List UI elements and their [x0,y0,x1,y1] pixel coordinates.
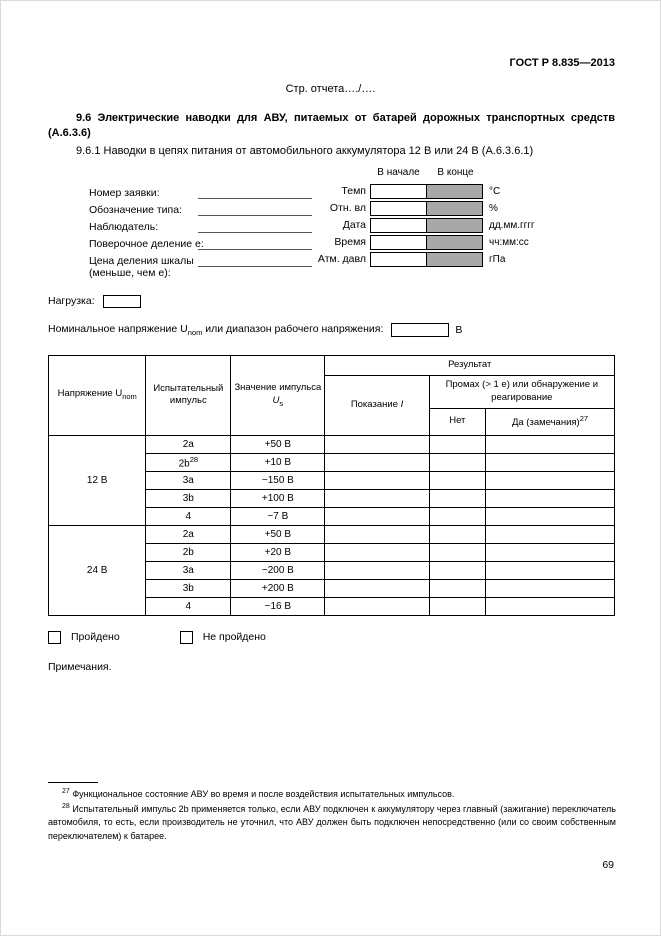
notes-label: Примечания. [48,660,112,673]
indication-input-cell[interactable] [325,561,429,579]
pressure-label: Атм. давл [317,253,366,266]
time-unit: чч:мм:сс [489,236,529,248]
footnote-27 [48,787,616,802]
impulse-value-cell: +10 В [231,453,325,471]
nominal-voltage-input-box[interactable] [391,323,449,337]
date-unit: дд.мм.гггг [489,219,535,231]
col-header-yes: Да (замечания)$^{27}$ [486,408,615,435]
humidity-start-cell[interactable] [370,201,427,216]
field-observer [89,221,315,235]
impulse-cell: 3b [146,579,231,597]
indication-input-cell[interactable] [325,489,429,507]
scale-division-input-line[interactable] [198,266,312,267]
nominal-label-post: или диапазон рабочего напряжения: [202,322,384,335]
type-designation-input-line[interactable] [198,215,312,216]
indication-input-cell[interactable] [325,579,429,597]
humidity-end-cell[interactable] [426,201,483,216]
pass-fail-row [48,631,615,644]
no-input-cell[interactable] [429,597,485,615]
col-header-result: Результат [325,355,615,375]
footnote-27-marker: 27 [62,788,70,795]
pressure-start-cell[interactable] [370,252,427,267]
no-input-cell[interactable] [429,579,485,597]
env-row-time [316,234,535,251]
yes-input-cell[interactable] [486,435,615,453]
load-input-box[interactable] [103,295,141,308]
application-number-label: Номер заявки: [89,186,160,199]
col-header-fault: Промах (> 1 e) или обнаружение и реагирование [429,375,614,408]
yes-input-cell[interactable] [486,453,615,471]
impulse-cell: 3a [146,561,231,579]
env-row-pressure [316,251,535,268]
pressure-end-cell[interactable] [426,252,483,267]
impulse-value-cell: +100 В [231,489,325,507]
failed-label: Не пройдено [202,631,266,644]
footnote-28-text: Испытательный импульс 2b применяется только, если АВУ подключен к аккумулятору через главный (зажигание) переключатель автомобиля, то есть, если производитель не уточнил, что АВУ должен быть подключен непосредственно (или со своим собственным переключателем) к батарее. [48,803,616,841]
col-header-test-impulse: Испытательный импульс [146,355,231,435]
field-type-designation [89,204,315,218]
indication-input-cell[interactable] [325,435,429,453]
failed-checkbox[interactable] [180,631,193,644]
test-results-table [48,355,615,616]
col-header-no: Нет [429,408,485,435]
page-number: 69 [602,859,614,871]
scale-division-label-line2: (меньше, чем e): [89,266,171,279]
impulse-value-cell: −200 В [231,561,325,579]
no-input-cell[interactable] [429,507,485,525]
scale-division-label-line1: Цена деления шкалы [89,254,194,267]
footnote-28 [48,802,616,844]
subsection-heading: 9.6.1 Наводки в цепях питания от автомобильного аккумулятора 12 В или 24 В (А.6.3.6.1) [76,144,534,157]
no-input-cell[interactable] [429,471,485,489]
indication-input-cell[interactable] [325,507,429,525]
no-input-cell[interactable] [429,543,485,561]
env-row-temperature [316,183,535,200]
form-area [48,167,615,285]
env-header-row [370,167,535,183]
env-col-header-end: В конце [437,166,474,178]
impulse-value-cell: −7 В [231,507,325,525]
humidity-label: Отн. вл [329,202,366,215]
no-input-cell[interactable] [429,489,485,507]
footnote-28-marker: 28 [62,802,70,810]
impulse-cell: 4 [146,507,231,525]
impulse-cell: 3a [146,471,231,489]
impulse-value-cell: +20 В [231,543,325,561]
no-input-cell[interactable] [429,525,485,543]
voltage-group-24v: 24 В [49,525,146,615]
nominal-label-sub: nom [187,327,203,337]
pressure-unit: гПа [489,253,506,265]
time-start-cell[interactable] [370,235,427,250]
impulse-cell: $2b^{28}$ [146,453,231,471]
nominal-voltage-row [48,323,615,337]
scale-division-label [89,255,194,279]
footnote-27-text: Функциональное состояние АВУ во время и после воздействия испытательных импульсов. [72,789,455,799]
col-header-impulse-value: Значение импульса $U_s$ [231,355,325,435]
section-heading: 9.6 Электрические наводки для АВУ, питаемых от батарей дорожных транспортных средств (А.6.3.6) [48,112,615,140]
indication-input-cell[interactable] [325,453,429,471]
observer-input-line[interactable] [198,232,312,233]
impulse-value-cell: −16 В [231,597,325,615]
field-verification-division [89,238,315,252]
time-end-cell[interactable] [426,235,483,250]
impulse-cell: 4 [146,597,231,615]
date-start-cell[interactable] [370,218,427,233]
table-row [49,435,615,453]
passed-checkbox[interactable] [48,631,61,644]
impulse-value-cell: −150 В [231,471,325,489]
impulse-cell: 2b [146,543,231,561]
impulse-value-cell: +50 В [231,435,325,453]
col-header-voltage: Напряжение $U_{nom}$ [49,355,146,435]
field-application-number [89,187,315,201]
no-input-cell[interactable] [429,453,485,471]
time-label: Время [334,236,366,249]
observer-label: Наблюдатель: [89,220,159,233]
yes-input-cell[interactable] [486,525,615,543]
col-header-indication: Показание I [325,375,429,435]
load-label: Нагрузка: [48,295,95,308]
env-row-date [316,217,535,234]
env-col-header-start: В начале [377,166,420,178]
environment-conditions-table [316,167,535,268]
humidity-unit: % [489,202,498,214]
type-designation-label: Обозначение типа: [89,203,182,216]
indication-input-cell[interactable] [325,471,429,489]
footnotes [48,782,616,843]
yes-input-cell[interactable] [486,471,615,489]
impulse-cell: 2a [146,435,231,453]
field-scale-division [89,254,315,279]
yes-input-cell[interactable] [486,543,615,561]
temperature-start-cell[interactable] [370,184,427,199]
impulse-value-cell: +50 В [231,525,325,543]
nominal-label-pre: Номинальное напряжение U [48,322,188,335]
yes-input-cell[interactable] [486,507,615,525]
report-page-ref: Стр. отчета…./…. [285,83,376,95]
temperature-unit: °С [489,185,501,197]
yes-input-cell[interactable] [486,489,615,507]
yes-input-cell[interactable] [486,561,615,579]
footnote-divider [48,782,98,783]
impulse-cell: 2a [146,525,231,543]
date-end-cell[interactable] [426,218,483,233]
load-row [48,295,615,308]
application-number-input-line[interactable] [198,198,312,199]
env-row-humidity [316,200,535,217]
yes-input-cell[interactable] [486,579,615,597]
impulse-cell: 3b [146,489,231,507]
verification-division-label: Поверочное деление e: [89,237,204,250]
nominal-voltage-label [48,323,383,337]
doc-code: ГОСТ Р 8.835—2013 [509,57,615,69]
temperature-end-cell[interactable] [426,184,483,199]
voltage-group-12v: 12 В [49,435,146,525]
temperature-label: Темп [341,185,366,198]
indication-input-cell[interactable] [325,597,429,615]
no-input-cell[interactable] [429,435,485,453]
indication-input-cell[interactable] [325,543,429,561]
indication-input-cell[interactable] [325,525,429,543]
yes-input-cell[interactable] [486,597,615,615]
date-label: Дата [342,219,366,232]
nominal-voltage-unit: В [455,323,463,336]
passed-label: Пройдено [71,631,120,644]
verification-division-input-line[interactable] [198,249,312,250]
no-input-cell[interactable] [429,561,485,579]
impulse-value-cell: +200 В [231,579,325,597]
table-row [49,525,615,543]
